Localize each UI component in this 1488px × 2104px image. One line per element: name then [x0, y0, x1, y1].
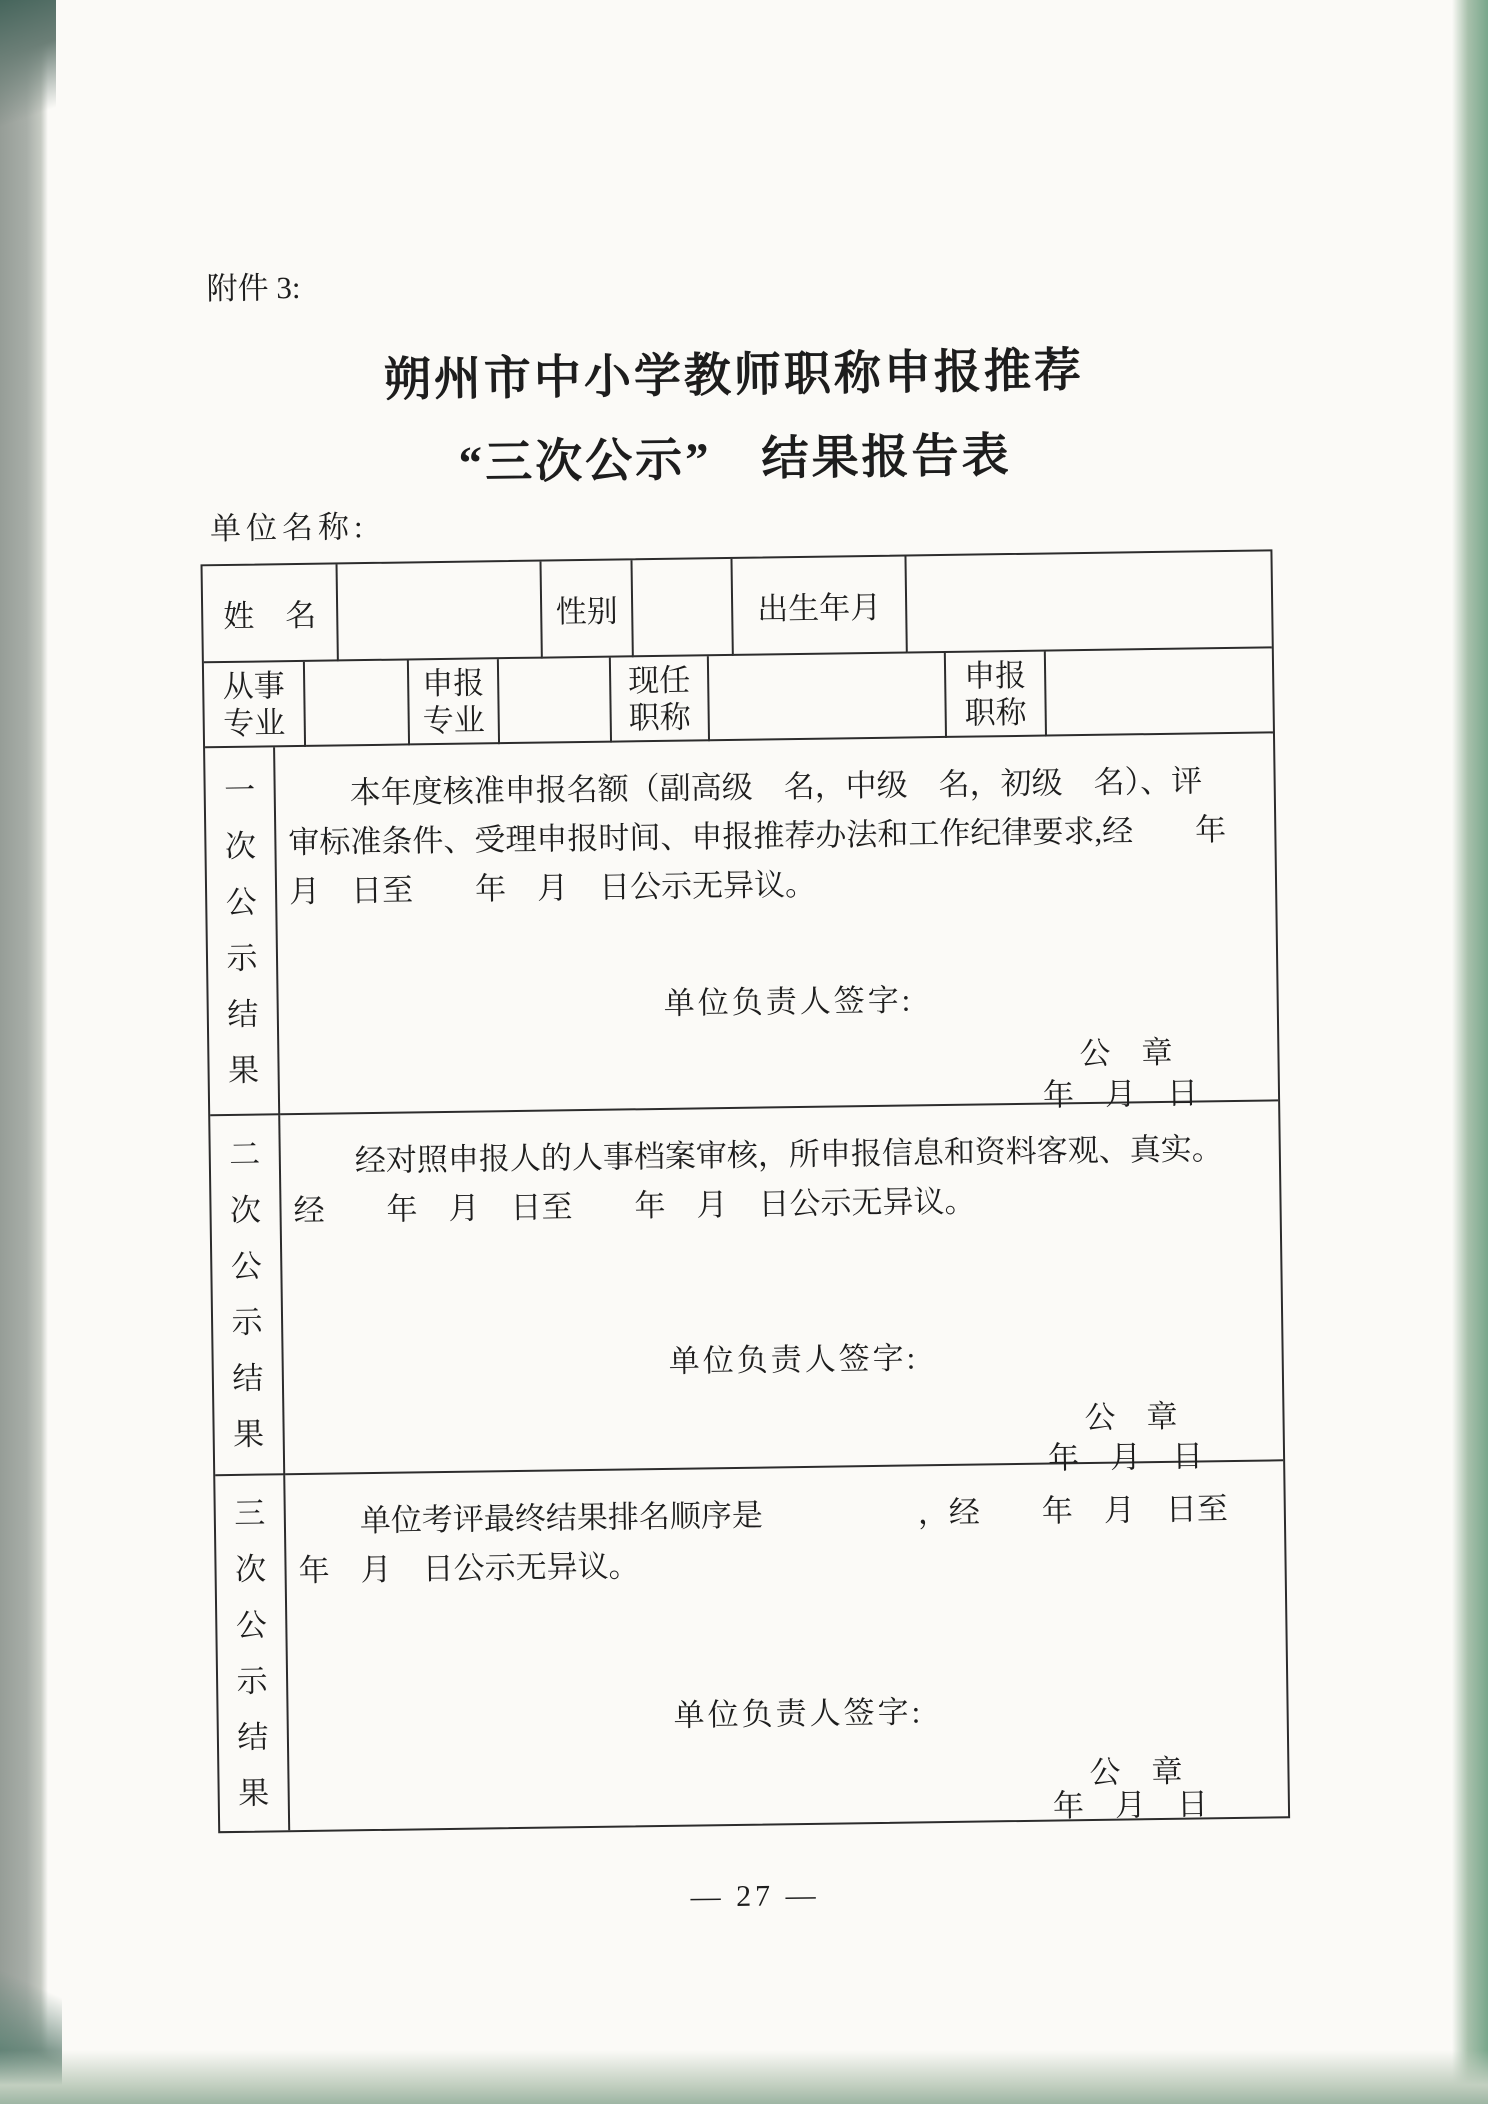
name-value-cell: [338, 562, 543, 662]
section-3-row-label-cell: [215, 1475, 290, 1831]
applied-title-label: 申报职称: [963, 657, 1027, 731]
section-1-body-line-2: 审标准条件、受理申报时间、申报推荐办法和工作纪律要求,经 年: [288, 812, 1227, 861]
document-title-line2: “三次公示” 结果报告表: [458, 430, 1012, 490]
birth-date-value-cell: [906, 551, 1271, 653]
section-1-row-label-cell: [205, 747, 280, 1116]
section-second-announcement: [210, 1101, 1283, 1476]
name-label-cell: 姓 名: [203, 564, 339, 663]
section-1-sign-label: 单位负责人签字:: [663, 982, 914, 1021]
applied-major-label: 申报专业: [421, 664, 485, 738]
applied-title-value-cell: [1046, 648, 1273, 736]
section-3-row-label: 三次公示结果: [234, 1495, 270, 1811]
section-1-seal-label: 公 章: [1079, 1034, 1173, 1072]
applied-title-label-cell: [946, 652, 1047, 738]
section-2-row-label-cell: [210, 1115, 285, 1476]
applied-major-label-cell: [409, 659, 500, 745]
form-table: [201, 549, 1291, 1833]
page-number: — 27 —: [690, 1878, 820, 1914]
section-2-body-line-2: 经 年 月 日至 年 月 日公示无异议。: [293, 1183, 976, 1229]
section-3-body-line-1: 单位考评最终结果排名顺序是 ，经 年 月 日至: [359, 1491, 1229, 1539]
gender-value-cell: [632, 559, 733, 657]
section-2-content-cell: [280, 1101, 1283, 1475]
section-3-body-line-2: 年 月 日公示无异议。: [298, 1548, 640, 1589]
current-title-value-cell: [709, 653, 947, 741]
section-3-date-label: 年 月 日: [1052, 1786, 1209, 1824]
section-2-row-label: 二次公示结果: [229, 1136, 265, 1452]
engaged-major-label: 从事专业: [222, 667, 286, 741]
section-2-body: [293, 1123, 1270, 1235]
section-1-body-line-1: 本年度核准申报名额（副高级 名，中级 名，初级 名）、评: [349, 763, 1203, 811]
section-3-body: [298, 1483, 1275, 1595]
attachment-label: 附件 3:: [206, 269, 301, 307]
gender-label-cell: 性别: [542, 560, 634, 658]
current-title-label-cell: [611, 656, 710, 742]
section-2-body-line-1: 经对照申报人的人事档案审核，所申报信息和资料客观、真实。: [354, 1131, 1224, 1179]
section-1-body: [287, 756, 1265, 917]
section-3-content-cell: [285, 1461, 1288, 1830]
unit-name-label: 单位名称:: [209, 509, 368, 547]
section-2-seal-label: 公 章: [1084, 1398, 1178, 1436]
birth-date-label-cell: 出生年月: [732, 556, 907, 655]
table-row-personal-info: [203, 551, 1272, 663]
section-2-sign-label: 单位负责人签字:: [668, 1340, 919, 1379]
document-title-line1: 朔州市中小学教师职称申报推荐: [383, 344, 1085, 407]
section-3-sign-label: 单位负责人签字:: [673, 1694, 924, 1733]
section-2-date-label: 年 月 日: [1047, 1438, 1204, 1476]
engaged-major-label-cell: [204, 662, 306, 748]
section-third-announcement: [215, 1461, 1288, 1831]
section-1-content-cell: [275, 733, 1278, 1115]
current-title-label: 现任职称: [627, 662, 691, 735]
applied-major-value-cell: [499, 658, 612, 745]
section-1-date-label: 年 月 日: [1042, 1075, 1199, 1113]
section-1-row-label: 一次公示结果: [223, 772, 260, 1088]
section-1-body-line-3: 月 日至 年 月 日公示无异议。: [288, 866, 817, 910]
table-row-major-title: [204, 648, 1273, 748]
section-3-seal-label: 公 章: [1089, 1753, 1183, 1791]
section-first-announcement: [205, 733, 1278, 1116]
engaged-major-value-cell: [305, 660, 410, 746]
